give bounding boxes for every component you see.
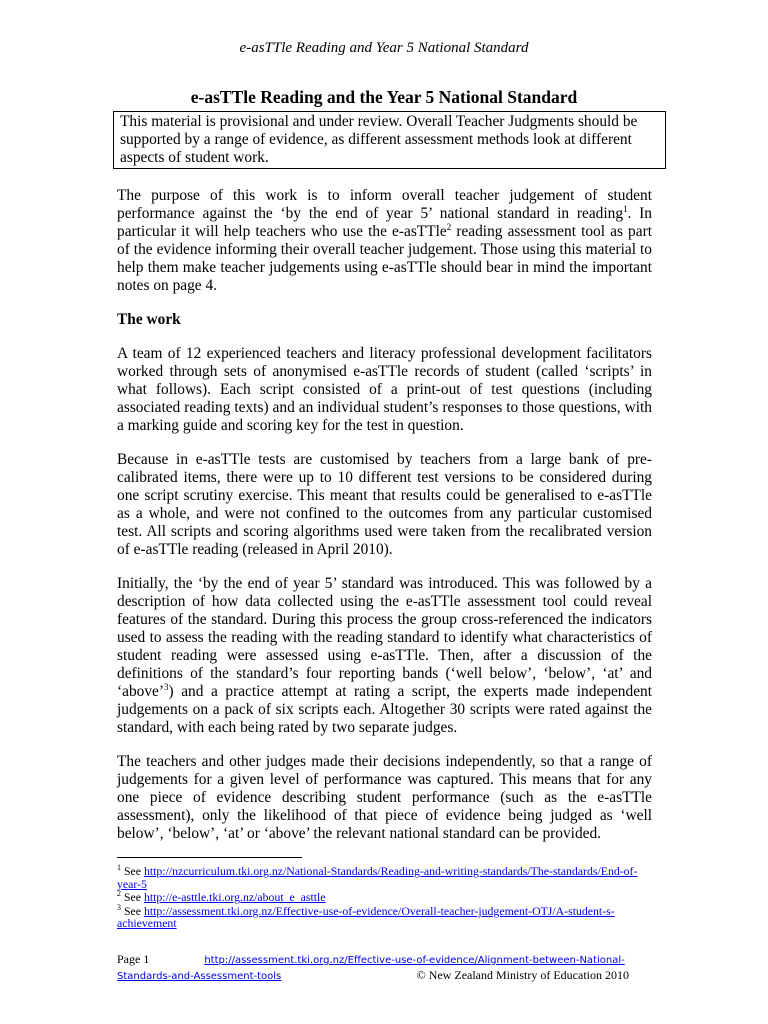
paragraph-process-part-a: Initially, the ‘by the end of year 5’ standard was introduced. This was followed by a description of how data collected using the e-asTTle assessment tool could reveal features of the standard. During this process the group cross-referenced the indicators used to assess the reading with the reading standard to identify what characteristics of student reading were assessed using e-asTTle. Then, after a discussion of the definitions of the standard’s four reporting bands (‘well below’, ‘below’, ‘at’ and ‘above’ [117,575,652,700]
paragraph-customised-tests: Because in e-asTTle tests are customised by teachers from a large bank of pre-calibrated items, there were up to 10 different test versions to be considered during one script scrutiny exercise. This meant that results could be generalised to e-asTTle as a whole, and were not confined to the outcomes from any particular customised test. All scripts and scoring algorithms used were taken from the recalibrated version of e-asTTle reading (released in April 2010). [117,451,652,558]
footer-link[interactable]: http://assessment.tki.org.nz/Effective-use-of-evidence/Alignment-between-National-Standards-and-Assessment-tools [117,955,625,982]
paragraph-judgements: The teachers and other judges made their decisions independently, so that a range of judgements for a given level of performance was captured. This means that for any one piece of evidence describing student performance (such as the e-asTTle assessment), only the likelihood of that piece of evidence being judged as ‘well below’, ‘below’, ‘at’ or ‘above’ the relevant national standard can be provided. [117,753,652,842]
footnote-number: 2 [117,889,121,899]
footnote-3 [117,902,657,931]
page-footer [117,952,657,984]
paragraph-team: A team of 12 experienced teachers and literacy professional development facilitators worked through sets of anonymised e-asTTle records of student (called ‘scripts’ in what follows). Each script consisted of a print-out of test questions (including associated reading texts) and an individual student’s responses to those questions, with a marking guide and scoring key for the test in question. [117,345,652,434]
footnote-1 [117,865,657,890]
paragraph-purpose-part-c: reading assessment tool as part of the evidence informing their overall teacher judgement. Those using this material to help them make teacher judgements using e-asTTle should bear in mind the important notes on page 4. [117,223,652,294]
footnote-ref-3[interactable]: 3 [164,681,169,692]
footnote-ref-2[interactable]: 2 [446,221,452,232]
footnote-divider [117,857,302,858]
paragraph-purpose-part-a: The purpose of this work is to inform overall teacher judgement of student performance against the ‘by the end of year 5’ national standard in reading [117,187,652,222]
paragraph-process-part-b: ) and a practice attempt at rating a script, the experts made independent judgements on a pack of six scripts each. Altogether 30 scripts were rated against the standard, with each being rated by two separate judges. [117,683,652,736]
copyright: © New Zealand Ministry of Education 2010 [416,968,629,982]
footnote-prefix: See [121,890,144,905]
footnote-link-1[interactable]: http://nzcurriculum.tki.org.nz/National-Standards/Reading-and-writing-standards/The-standards/End-of-year-5 [117,864,638,891]
footnote-2 [117,891,657,904]
footnote-prefix: See [121,864,144,878]
running-header: e-asTTle Reading and Year 5 National Standard [239,40,529,56]
provisional-notice-box: This material is provisional and under review. Overall Teacher Judgments should be supported by a range of evidence, as different assessment methods look at different aspects of student work. [113,111,666,169]
footnote-prefix: See [121,903,144,918]
footnote-number: 1 [117,863,121,873]
paragraph-purpose [117,187,652,295]
paragraph-purpose-part-b: . In particular it will help teachers who use the e-asTTle [117,205,652,240]
page-number: Page 1 [117,952,150,966]
footnote-link-3[interactable]: http://assessment.tki.org.nz/Effective-use-of-evidence/Overall-teacher-judgement-OTJ/A-student-s-achievement [117,903,615,931]
paragraph-process [117,575,652,737]
footnote-link-2[interactable]: http://e-asttle.tki.org.nz/about_e_asttle [143,890,326,905]
section-heading-the-work: The work [117,311,181,328]
body-text-top [117,187,652,859]
footnotes [117,865,657,931]
footnote-ref-1[interactable]: 1 [623,203,628,214]
page-title: e-asTTle Reading and the Year 5 National Standard [190,87,578,107]
footnote-number: 3 [117,902,121,912]
